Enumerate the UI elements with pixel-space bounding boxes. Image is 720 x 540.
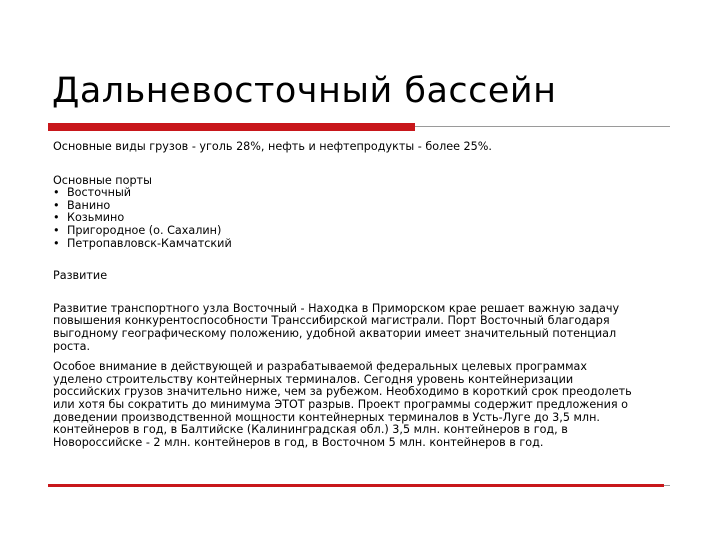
- spacer: [53, 250, 665, 270]
- paragraph-line: Особое внимание в действующей и разрабатываемой федеральных целевых программах: [53, 360, 587, 374]
- bullet-icon: •: [53, 186, 60, 200]
- bullet-icon: •: [53, 223, 60, 237]
- paragraph-line: выгодному географическому положению, удобной акватории имеет значительный потенциал: [53, 326, 617, 340]
- paragraph-line: повышения конкурентоспособности Транссибирской магистрали. Порт Восточный благодаря: [53, 314, 610, 328]
- development-paragraph-1: [53, 303, 665, 353]
- list-item: [53, 238, 665, 251]
- spacer: [53, 154, 665, 175]
- development-paragraph-2: [53, 361, 665, 449]
- port-name: Пригородное (о. Сахалин): [67, 223, 222, 237]
- footer-accent-bar: [48, 484, 664, 487]
- paragraph-line: контейнеров в год, в Балтийске (Калининградская обл.) 3,5 млн. контейнеров в год, в: [53, 423, 568, 437]
- port-name: Козьмино: [67, 211, 125, 225]
- paragraph-line: доведении производственной мощности контейнерных терминалов в Усть-Луге до 3,5 млн.: [53, 410, 600, 424]
- spacer: [53, 283, 665, 303]
- slide-title: Дальневосточный бассейн: [52, 71, 557, 111]
- bullet-icon: •: [53, 198, 60, 212]
- development-heading: Развитие: [53, 269, 108, 283]
- port-name: Ванино: [67, 198, 111, 212]
- port-name: Восточный: [67, 186, 132, 200]
- title-accent-bar: [48, 123, 415, 131]
- list-item: [53, 187, 665, 200]
- bullet-icon: •: [53, 211, 60, 225]
- paragraph-line: уделено строительству контейнерных терминалов. Сегодня уровень контейнеризации: [53, 372, 574, 386]
- ports-heading: Основные порты: [53, 173, 152, 187]
- ports-list: [53, 187, 665, 250]
- bullet-icon: •: [53, 236, 60, 250]
- paragraph-line: Новороссийске - 2 млн. контейнеров в год, в Восточном 5 млн. контейнеров в год.: [53, 435, 544, 449]
- paragraph-line: Развитие транспортного узла Восточный - Находка в Приморском крае решает важную задачу: [53, 301, 620, 315]
- slide-body: [53, 141, 665, 449]
- paragraph-line: роста.: [53, 339, 91, 353]
- paragraph-line: российских грузов значительно ниже, чем за рубежом. Необходимо в короткий срок преодолеть: [53, 385, 632, 399]
- port-name: Петропавловск-Камчатский: [67, 236, 232, 250]
- list-item: [53, 200, 665, 213]
- cargo-types-text: Основные виды грузов - уголь 28%, нефть и нефтепродукты - более 25%.: [53, 140, 492, 153]
- paragraph-line: или хотя бы сократить до минимума ЭТОТ разрыв. Проект программы содержит предложения о: [53, 397, 628, 411]
